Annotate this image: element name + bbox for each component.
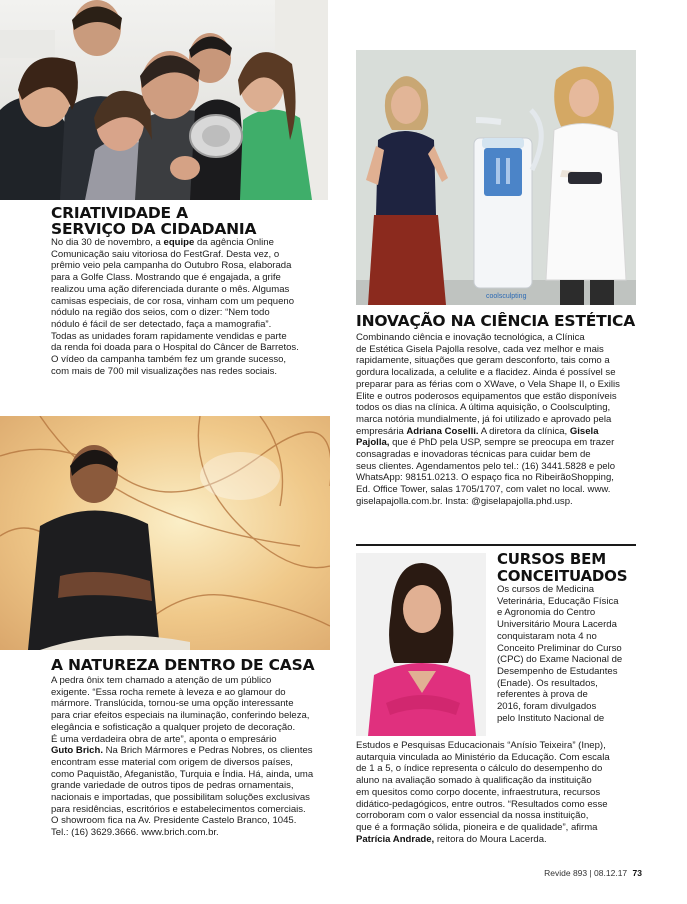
text-line: Guto Brich. Na Brich Mármores e Pedras Nobres, os clientes — [51, 745, 313, 757]
bold-name: Guto Brich. — [51, 745, 103, 757]
text-line: (CPC) do Exame Nacional de — [497, 654, 623, 666]
text-line: e Agronomia do Centro — [497, 607, 596, 619]
page-number: 73 — [632, 868, 642, 878]
text-line: referentes à prova de — [497, 689, 588, 701]
text-line: nódulo é fácil de ser detectado, faça a mamografia”. — [51, 318, 272, 330]
text-line: marca notória mundialmente, já foi utilizado e aprovado pela — [356, 413, 612, 425]
text-line: elegância e sofisticação a qualquer projeto de decoração. — [51, 721, 296, 733]
bold-name: Patrícia Andrade, — [356, 833, 435, 845]
text-line: encontram esse material com origem de diversos países, — [51, 756, 293, 768]
text-line: rapidamente, situações que geram desconforto, tais como a — [356, 355, 610, 367]
text-line: giselapajolla.com.br. Insta: @giselapajolla.phd.usp. — [356, 495, 573, 507]
text-line: autarquia vinculada ao Ministério da Educação. Com escala — [356, 751, 610, 763]
text-line: Todas as unidades foram rapidamente vendidas e parte — [51, 330, 287, 342]
text-line: da renda foi doada para o Hospital do Câncer de Barretos. — [51, 342, 299, 354]
text-line: prêmio veio pela campanha do Outubro Rosa, elaborada — [51, 260, 292, 272]
text-line: WhatsApp: 98151.0213. O espaço fica no RibeirãoShopping, — [356, 472, 614, 484]
inovacao-body — [356, 332, 620, 508]
natureza-headline — [51, 657, 314, 673]
text-line: nódulo na região dos seios, com o dizer: “Nem todo — [51, 307, 270, 319]
text-line: 2016, foram divulgados — [497, 701, 597, 713]
text-line: de 1 a 5, o índice representa o cálculo do desempenho do — [356, 763, 603, 775]
text-line: realizou uma ação diferenciada durante o mês. Algumas — [51, 283, 290, 295]
text-line: Universitário Moura Lacerda — [497, 619, 617, 631]
text-line: todos os dias na clínica. A última aquisição, o Coolsculpting, — [356, 402, 611, 414]
text-line: gordura localizada, a celulite e a flacidez. Ainda é possível se — [356, 367, 616, 379]
text-line: Patrícia Andrade, reitora do Moura Lacerda. — [356, 833, 547, 845]
text-line: Combinando ciência e inovação tecnológica, a Clínica — [356, 332, 585, 343]
text-line: O vídeo da campanha também fez um grande sucesso, — [51, 354, 287, 366]
text-line: mármore. Translúcida, tornou-se uma opção interessante — [51, 698, 294, 710]
text-line: É uma verdadeira obra de arte”, aponta o empresário — [51, 733, 277, 745]
text-line: nacionais e importadas, que possibilitam soluções exclusivas — [51, 792, 310, 804]
criatividade-body — [51, 237, 299, 377]
cursos-top-rule — [356, 544, 636, 546]
text-line: Conceito Preliminar do Curso — [497, 642, 622, 654]
text-line: aluno na avaliação somado à qualificação da instituição — [356, 775, 592, 787]
text-line: consagradas e inovadoras técnicas para cuidar bem de — [356, 449, 591, 461]
bold-name: Adriana Coselli. — [406, 425, 479, 437]
bold-name: Pajolla, — [356, 437, 390, 449]
text-line: Comunicação saiu vitoriosa do FestGraf. Desta vez, o — [51, 248, 280, 260]
text-line: empresária Adriana Coselli. A diretora da clínica, Gisela — [356, 425, 599, 437]
rector-portrait-photo — [356, 553, 486, 736]
text-line: INOVAÇÃO NA CIÊNCIA ESTÉTICA — [356, 312, 636, 330]
text-line: seus clientes. Agendamentos pelo tel.: (16) 3441.5828 e pelo — [356, 460, 616, 472]
clinic-photo — [356, 50, 636, 305]
text-line: corroboram com o valor essencial da nossa instituição, — [356, 810, 589, 822]
issue-info: Revide 893 | 08.12.17 — [544, 868, 628, 878]
text-line: como Paquistão, Afeganistão, Turquia e Índia. Há, ainda, uma — [51, 768, 314, 780]
onyx-stone-photo — [0, 416, 330, 650]
page-footer — [544, 868, 642, 878]
cursos-body-narrow — [497, 584, 622, 724]
text-line: Pajolla, que é PhD pela USP, sempre se preocupa em trazer — [356, 437, 615, 449]
text-line: Veterinária, Educação Física — [497, 595, 619, 607]
text-line: de Estética Gisela Pajolla resolve, cada vez melhor e mais — [356, 343, 604, 355]
cursos-headline — [497, 551, 627, 584]
text-line: Estudos e Pesquisas Educacionais “Anísio Teixeira” (Inep), — [356, 740, 606, 751]
text-line: A pedra ônix tem chamado a atenção de um público — [51, 675, 272, 686]
text-line: Tel.: (16) 3629.3666. www.brich.com.br. — [51, 827, 219, 839]
cursos-body-wide — [356, 740, 610, 845]
text-line: grande variedade de outros tipos de pedras ornamentais, — [51, 780, 294, 792]
bold-name: Gisela — [569, 425, 599, 437]
coolsculpting-label: coolsculpting — [486, 293, 527, 300]
inovacao-headline — [356, 313, 635, 329]
text-line: que é a formação sólida, pioneira e de qualidade”, afirma — [356, 821, 598, 833]
text-line: pelo Instituto Nacional de — [497, 712, 605, 724]
criatividade-headline — [51, 205, 256, 237]
natureza-body — [51, 675, 313, 839]
text-line: CONCEITUADOS — [497, 566, 628, 585]
text-line: para criar efeitos especiais na iluminação, conferindo beleza, — [51, 710, 310, 722]
text-line: conquistaram nota 4 no — [497, 630, 597, 642]
text-line: SERVIÇO DA CIDADANIA — [51, 220, 257, 238]
text-line: didático-pedagógicos, entre outros. “Resultados como esse — [356, 798, 608, 810]
text-line: No dia 30 de novembro, a equipe da agência Online — [51, 237, 274, 248]
text-line: Ed. Office Tower, salas 1705/1707, com valet no local. www. — [356, 484, 611, 496]
text-line: CRIATIVIDADE A — [51, 204, 188, 222]
text-line: Os cursos de Medicina — [497, 584, 595, 595]
text-line: preparar para as férias com o XWave, o Vela Shape II, o Exilis — [356, 378, 620, 390]
text-line: O showroom fica na Av. Presidente Castelo Branco, 1045. — [51, 815, 297, 827]
text-line: CURSOS BEM — [497, 550, 606, 568]
text-line: A NATUREZA DENTRO DE CASA — [51, 656, 315, 674]
text-line: exigente. “Essa rocha remete à leveza e ao glamour do — [51, 686, 286, 698]
text-line: camisas especiais, de cor rosa, vinham com um pequeno — [51, 295, 295, 307]
text-line: Desempenho de Estudantes — [497, 665, 618, 677]
text-line: para residências, escritórios e estabelecimentos comerciais. — [51, 803, 306, 815]
text-line: em quesitos como corpo docente, infraestrutura, recursos — [356, 786, 601, 798]
text-line: com mais de 700 mil visualizações nas redes sociais. — [51, 365, 278, 377]
text-line: Elite e outros poderosos equipamentos que estão disponíveis — [356, 390, 617, 402]
text-line: (Enade). Os resultados, — [497, 677, 598, 689]
text-line: para a Golfe Class. Mostrando que é engajada, a grife — [51, 272, 281, 284]
team-photo — [0, 0, 328, 200]
bold-name: equipe — [163, 237, 195, 248]
